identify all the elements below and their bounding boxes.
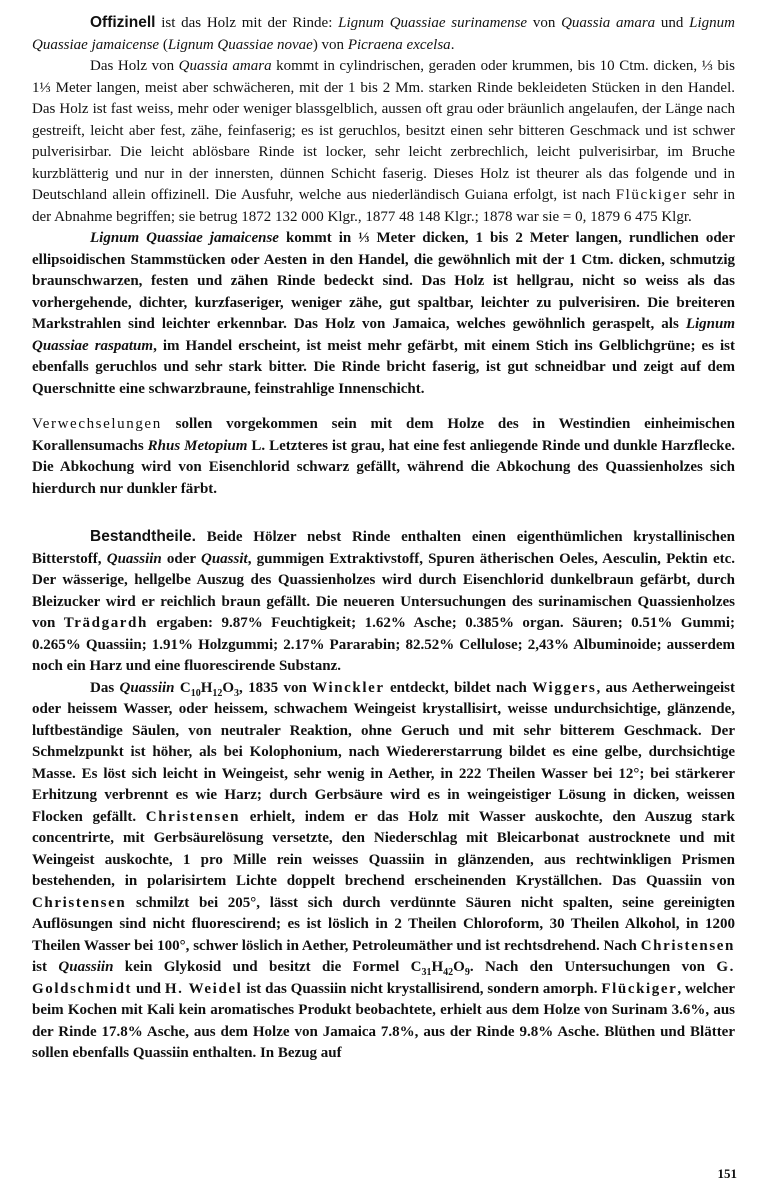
text-run: , gummigen Extraktivstoff, Spuren ätherischen Oeles, Aesculin, Pektin etc. Der wässerige, hellgelbe Auszug des Quassienholzes wird durch Eisenchlorid dunkelbraun gefärbt, durch Bleizucker wird er reichlich braun gefällt. Die neueren Untersuchungen des surinamischen Quassienholzes von bbox=[32, 550, 736, 631]
text-run: L. Letzteres ist grau, hat eine fest anliegende Rinde und dunkle Harzflecke. Die Abkochung wird von Eisenchlorid schwarz gefällt, während die Abkochung des Quassienholzes sich hierdurch nur dunkler färbt. bbox=[32, 437, 735, 497]
text-run: . bbox=[450, 36, 455, 53]
formula-subscript: 3 bbox=[234, 687, 240, 699]
latin-term: Quassia amara bbox=[178, 58, 272, 74]
formula-subscript: 42 bbox=[443, 967, 454, 978]
paragraph-quassiin bbox=[32, 678, 735, 1065]
text-run: Beide Hölzer nebst Rinde enthalten einen eigenthümlichen krystallinischen Bitterstoff, bbox=[32, 529, 735, 567]
paragraph-constituents-intro bbox=[32, 526, 735, 678]
author-name: Trädgardh bbox=[63, 615, 148, 631]
text-run: ( bbox=[159, 36, 168, 53]
latin-term: Lignum Quassiae surinamense bbox=[338, 15, 528, 31]
text-run: und bbox=[655, 15, 690, 31]
text-run: erhielt, indem er das Holz mit Wasser auskochte, den Auszug stark concentrirte, mit Gerbsäurelösung versetzte, den Niederschlag mit Bleicarbonat austrocknete und mit Weingeist auskochte, 1 pro Mille rein weisses Quassiin in glänzenden, aus rechtwinkligen Prismen bestehenden, in polarisirtem Lichte doppelt brechend erscheinenden Kryställchen. Das Quassiin von bbox=[32, 808, 735, 889]
text-run: Das bbox=[90, 679, 120, 696]
text-run: kommt in cylindrischen, geraden oder krummen, bis 10 Ctm. dicken, ⅓ bis 1⅓ Meter langen, meist aber schwächeren, mit der 1 bis 2 Mm. starken Rinde bekleideten Stücken in den Handel. Das Holz ist fast weiss, mehr oder weniger blassgelblich, aussen oft grau oder bräunlich angelaufen, der Länge nach gestreift, leicht aber fest, zähe, feinfaserig; es ist geruchlos, besitzt einen sehr bitteren Geschmack und ist schwer pulverisirbar. Die leicht ablösbare Rinde ist locker, sehr leicht zerbrechlich, leicht pulverisirbar, im Bruche kurzblätterig und nur in der innersten, dünnen Schicht faserig. Dieses Holz ist theurer als das folgende und in Deutschland allein offizinell. Die Ausfuhr, welche aus niederländisch Guiana erfolgt, ist nach bbox=[32, 58, 735, 203]
latin-term: Lignum Quassiae novae bbox=[167, 36, 313, 53]
text-run: sollen vorgekommen sein mit dem Holze des in Westindien einheimischen Korallensumachs bbox=[32, 416, 735, 454]
paragraph-jamaicense bbox=[32, 228, 735, 400]
text-run: , im Handel erscheint, ist meist mehr gefärbt, mit einem Stich ins Gelblichgrüne; es ist ebenfalls geruchlos und sehr stark bitter. Die Rinde bricht faserig, ist gut schneidbar und zeigt auf dem Querschnitte eine schwarzbraune, feinstrahlige Innenschicht. bbox=[32, 337, 736, 397]
text-run: ergaben: 9.87% Feuchtigkeit; 1.62% Asche; 0.385% organ. Säuren; 0.51% Gummi; 0.265% Quassiin; 1.91% Holzgummi; 2.17% Pararabin; 82.52% Cellulose; 2,43% Albuminoide; ausserdem noch ein Harz und eine fluorescirende Substanz. bbox=[32, 615, 735, 674]
paragraph-officinal-intro bbox=[32, 12, 735, 56]
paragraph-confusions bbox=[32, 414, 735, 500]
spacer bbox=[32, 400, 735, 414]
latin-term: Quassia amara bbox=[561, 15, 656, 31]
author-name: G. Goldschmidt bbox=[32, 959, 735, 997]
author-name: Flückiger bbox=[601, 980, 678, 997]
spacer bbox=[32, 500, 735, 526]
formula-subscript: 10 bbox=[190, 687, 201, 699]
formula-element: C bbox=[174, 679, 191, 696]
chemical-formula bbox=[410, 959, 470, 978]
page-number: 151 bbox=[717, 1166, 737, 1181]
formula-subscript: 31 bbox=[421, 967, 432, 978]
section-constituents bbox=[32, 526, 735, 1065]
text-run: schmilzt bei 205°, lässt sich durch verdünnte Säuren nicht spalten, seine gereinigten Auflösungen sind nicht fluorescirend; es ist löslich in 2 Theilen Chloroform, 30 Theilen Alkohol, in 1200 Theilen Wasser bei 100°, schwer löslich in Aether, Petroleumäther und ist rechtsdrehend. Nach bbox=[32, 894, 735, 954]
text-run: , aus Aetherweingeist oder heissem Wasser, oder heissem, schwachem Weingeist krystallisirt, weisse undurchsichtige, glänzende, luftbeständige Säulen, von neutraler Reaktion, ohne Geruch und mit sehr bitterem Geschmack. Der Schmelzpunkt ist höher, als bei Kolophonium, nach Wiedererstarrung bildet es eine gelbe, durchsichtige Masse. Es löst sich leicht in Weingeist, sehr wenig in Aether, in 222 Theilen Wasser bei 12°; bei stärkerer Erhitzung verbrennt es wie Harz; durch Gerbsäure wird es in weingeistiger Lösung in dicken, weissen Flocken gefällt. bbox=[32, 679, 736, 825]
chemical-formula bbox=[174, 679, 240, 699]
formula-element: O bbox=[222, 679, 235, 696]
text-run: sehr in der Abnahme begriffen; sie betrug 1872 132 000 Klgr., 1877 48 148 Klgr.; 1878 war sie = 0, 1879 6 475 Klgr. bbox=[32, 187, 735, 225]
text-run: entdeckt, bildet nach bbox=[384, 679, 533, 696]
text-run: kommt in ⅓ Meter dicken, 1 bis 2 Meter langen, rundlichen oder ellipsoidischen Stammstücken oder Aesten in den Handel, die gewöhnlich mit der 1 Ctm. dicken, schmutzig braunschwarzen, festen und zähen Rinde bedeckt sind. Das Holz ist hellgrau, nicht so weiss als das vorhergehende, dichter, kurzfaseriger, weniger zähe, gut spaltbar, leichter zu pulverisiren. Die breiteren Markstrahlen sind leichter erkennbar. Das Holz von Jamaica, welches gewöhnlich geraspelt, als bbox=[32, 230, 736, 332]
text-run: oder bbox=[161, 550, 201, 567]
formula-element: O bbox=[453, 959, 465, 975]
text-run: , welcher beim Kochen mit Kali kein aromatisches Produkt beobachtete, erhielt aus dem Holze von Surinam 3.6%, aus der Rinde 17.8% Asche, aus dem Holze von Jamaica 7.8%, aus der Rinde 9.8% Asche. Blüthen und Blätter sollen ebenfalls Quassiin enthalten. In Bezug auf bbox=[32, 980, 735, 1061]
formula-element: C bbox=[410, 959, 422, 975]
latin-term: Quassiin bbox=[119, 679, 175, 696]
latin-term: Rhus Metopium bbox=[147, 437, 248, 454]
formula-subscript: 12 bbox=[212, 687, 223, 699]
text-run: und bbox=[132, 980, 165, 997]
latin-term: Quassiin bbox=[106, 550, 162, 567]
heading-constituents: Bestandtheile. bbox=[90, 528, 196, 545]
author-name: Christensen bbox=[32, 894, 127, 911]
author-name: H. Weidel bbox=[164, 980, 243, 997]
formula-element: H bbox=[200, 679, 213, 696]
latin-term: Lignum Quassiae raspatum bbox=[32, 316, 735, 354]
author-name: Winckler bbox=[312, 679, 385, 696]
author-name: Wiggers bbox=[532, 679, 597, 696]
text-run: , 1835 von bbox=[239, 679, 313, 696]
text-run: ist das Quassiin nicht krystallisirend, sondern amorph. bbox=[242, 980, 602, 997]
text-run: von bbox=[527, 15, 562, 31]
latin-term: Picraena excelsa bbox=[347, 36, 451, 53]
author-name: Christensen bbox=[640, 937, 735, 954]
text-run: . Nach den Untersuchungen von bbox=[469, 959, 717, 975]
text-run: ist bbox=[32, 959, 59, 975]
text-run: kein Glykosid und besitzt die Formel bbox=[113, 959, 411, 975]
section-officinal bbox=[32, 12, 735, 500]
heading-officinal: Offizinell bbox=[90, 14, 156, 31]
term-spaced: Verwechselungen bbox=[32, 416, 162, 432]
paragraph-quassia-amara bbox=[32, 56, 735, 228]
text-run: ) von bbox=[312, 36, 348, 53]
author-name: Flückiger bbox=[615, 187, 688, 203]
latin-term: Quassiin bbox=[58, 959, 114, 975]
latin-term: Lignum Quassiae jamaicense bbox=[90, 230, 279, 246]
formula-element: H bbox=[431, 959, 444, 975]
author-name: Christensen bbox=[145, 808, 241, 825]
text-run: ist das Holz mit der Rinde: bbox=[155, 15, 339, 31]
latin-term: Quassit bbox=[201, 550, 248, 567]
text-run: Das Holz von bbox=[90, 58, 179, 74]
formula-subscript: 9 bbox=[464, 967, 470, 978]
latin-term: Lignum Quassiae jamaicense bbox=[32, 15, 735, 53]
